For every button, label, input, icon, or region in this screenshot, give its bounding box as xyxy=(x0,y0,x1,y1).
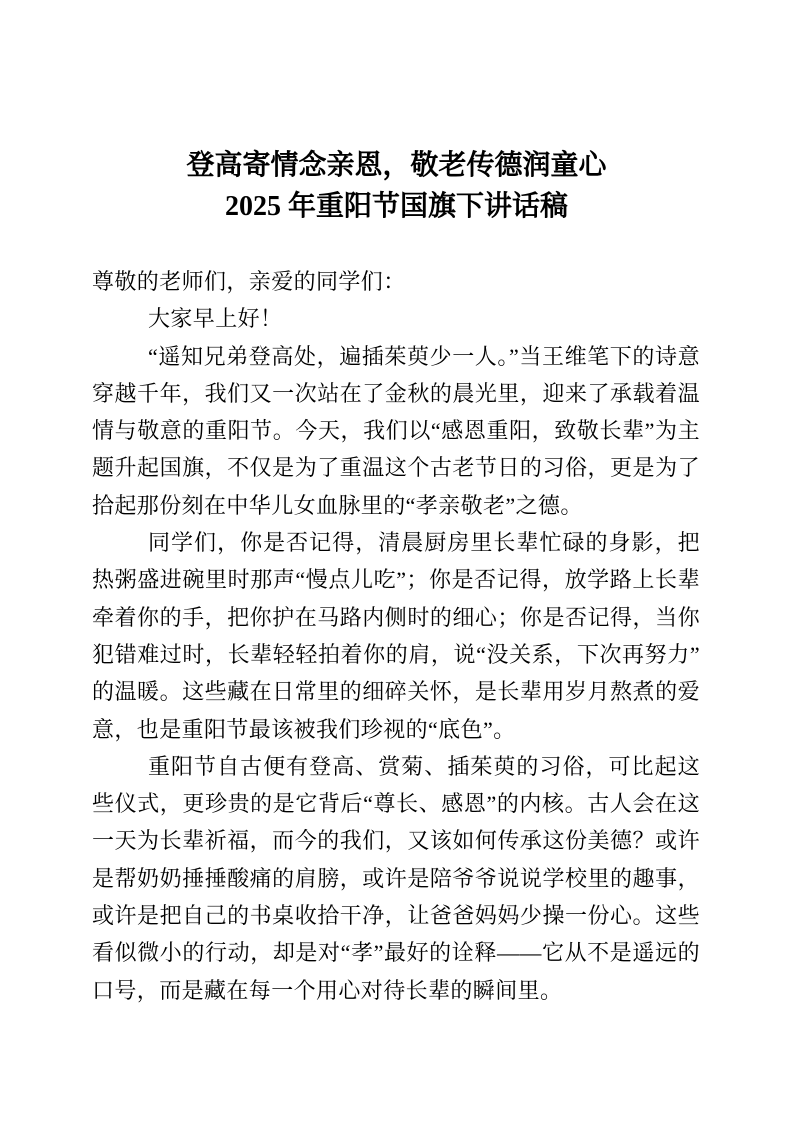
title-line-1: 登高寄情念亲恩，敬老传德润童心 xyxy=(186,150,607,181)
paragraph: 重阳节自古便有登高、赏菊、插茱萸的习俗，可比起这些仪式，更珍贵的是它背后“尊长、感恩”的内核。古人会在这一天为长辈祈福，而今的我们，又该如何传承这份美德？或许是帮奶奶捶捶酸痛的肩膀，或许是陪爷爷说说学校里的趣事，或许是把自己的书桌收拾干净，让爸爸妈妈少操一份心。这些看似微小的行动，却是对“孝”最好的诠释——它从不是遥远的口号，而是藏在每一个用心对待长辈的瞬间里。 xyxy=(92,753,700,1003)
paragraph: “遥知兄弟登高处，遍插茱萸少一人。”当王维笔下的诗意穿越千年，我们又一次站在了金秋的晨光里，迎来了承载着温情与敬意的重阳节。今天，我们以“感恩重阳，致敬长辈”为主题升起国旗，不仅是为了重温这个古老节日的习俗，更是为了拾起那份刻在中华儿女血脉里的“孝亲敬老”之德。 xyxy=(92,343,700,518)
document-title xyxy=(0,0,793,227)
document-body xyxy=(92,263,700,1009)
paragraph: 尊敬的老师们，亲爱的同学们： xyxy=(92,269,406,294)
paragraph: 大家早上好！ xyxy=(148,306,283,332)
paragraph: 同学们，你是否记得，清晨厨房里长辈忙碌的身影，把热粥盛进碗里时那声“慢点儿吃”；你是否记得，放学路上长辈牵着你的手，把你护在马路内侧时的细心；你是否记得，当你犯错难过时，长辈轻轻拍着你的肩，说“没关系，下次再努力”的温暖。这些藏在日常里的细碎关怀，是长辈用岁月熬煮的爱意，也是重阳节最该被我们珍视的“底色”。 xyxy=(92,530,700,742)
title-line-2: 2025 年重阳节国旗下讲话稿 xyxy=(224,191,568,222)
